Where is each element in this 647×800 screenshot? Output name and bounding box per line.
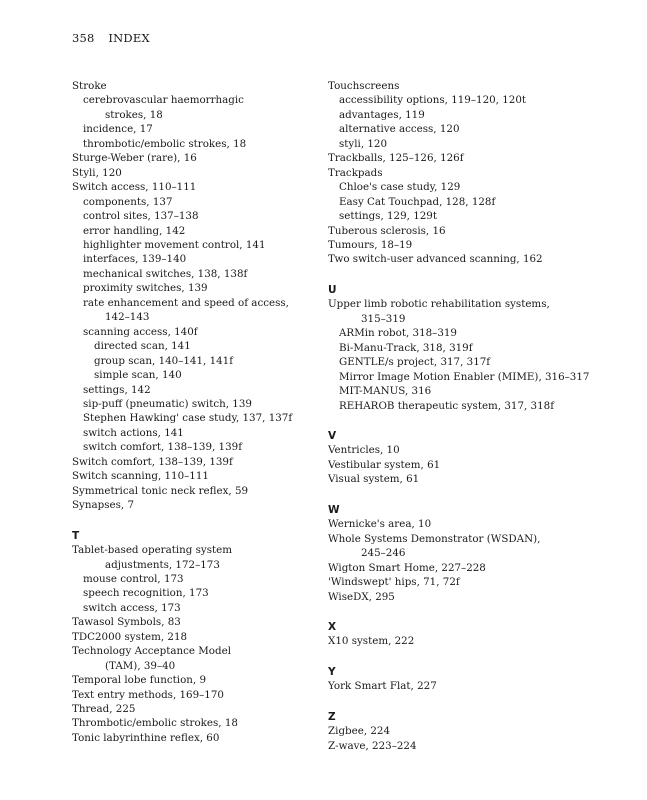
index-entry: Vestibular system, 61	[328, 458, 441, 471]
index-subentry: sip-puff (pneumatic) switch, 139	[83, 397, 252, 410]
index-subentry: directed scan, 141	[94, 340, 191, 353]
index-subentry: advantages, 119	[339, 108, 425, 121]
index-entry-continuation: 142–143	[105, 311, 150, 324]
index-entry: Z-wave, 223–224	[328, 739, 417, 752]
index-entry: Text entry methods, 169–170	[72, 688, 224, 701]
index-subentry: styli, 120	[339, 137, 388, 150]
index-subentry: alternative access, 120	[339, 123, 460, 136]
index-entry: Trackballs, 125–126, 126f	[328, 152, 464, 165]
index-subentry: scanning access, 140f	[83, 325, 198, 338]
section-letter: Y	[328, 665, 336, 678]
index-entry: Touchscreens	[328, 80, 400, 92]
section-letter: V	[328, 429, 337, 442]
index-entry: Switch access, 110–111	[72, 181, 197, 194]
index-subentry: switch comfort, 138–139, 139f	[83, 441, 243, 454]
index-subentry: speech recognition, 173	[83, 587, 209, 600]
index-entry: Zigbee, 224	[328, 725, 391, 738]
page-number: 358	[72, 31, 95, 45]
index-entry: 'Windswept' hips, 71, 72f	[328, 576, 460, 589]
index-entry-continuation: (TAM), 39–40	[105, 659, 176, 672]
index-entry: WiseDX, 295	[328, 590, 395, 603]
index-subentry: group scan, 140–141, 141f	[94, 354, 234, 367]
index-subentry: highlighter movement control, 141	[83, 238, 266, 251]
index-entry: Tumours, 18–19	[328, 238, 413, 251]
index-entry: Trackpads	[328, 166, 383, 179]
index-subentry: cerebrovascular haemorrhagic	[83, 94, 244, 107]
section-letter: U	[328, 283, 337, 296]
index-entry: Wernicke's area, 10	[328, 518, 432, 531]
index-entry: Thrombotic/embolic strokes, 18	[72, 717, 238, 730]
index-subentry: Mirror Image Motion Enabler (MIME), 316–317	[339, 370, 590, 383]
index-entry-continuation: 245–246	[361, 547, 406, 560]
page-header	[72, 31, 150, 45]
index-subentry: mouse control, 173	[83, 572, 184, 585]
index-entry: Upper limb robotic rehabilitation systems,	[328, 298, 550, 311]
index-subentry: MIT-MANUS, 316	[339, 385, 432, 398]
index-subentry: REHAROB therapeutic system, 317, 318f	[339, 399, 555, 412]
index-subentry: Chloe's case study, 129	[339, 181, 461, 194]
index-entry: Technology Acceptance Model	[72, 645, 231, 658]
index-entry: Tuberous sclerosis, 16	[328, 224, 446, 237]
index-subentry: GENTLE/s project, 317, 317f	[339, 356, 491, 369]
section-letter: X	[328, 620, 337, 633]
page-title: INDEX	[108, 31, 150, 45]
index-entry: Visual system, 61	[328, 473, 420, 486]
index-entry: Stroke	[72, 80, 107, 92]
index-entry: Whole Systems Demonstrator (WSDAN),	[328, 532, 541, 545]
index-subentry: ARMin robot, 318–319	[339, 327, 457, 340]
index-subentry: switch actions, 141	[83, 426, 184, 439]
section-letter: W	[328, 503, 340, 516]
index-entry: Synapses, 7	[72, 499, 134, 512]
index-subentry: mechanical switches, 138, 138f	[83, 267, 248, 280]
index-entry: Two switch-user advanced scanning, 162	[328, 253, 543, 266]
index-subentry: error handling, 142	[83, 224, 186, 237]
index-entry: Ventricles, 10	[328, 444, 400, 457]
index-subentry: Bi-Manu-Track, 318, 319f	[339, 341, 473, 354]
index-entry: York Smart Flat, 227	[328, 680, 437, 693]
section-letter: Z	[328, 710, 336, 723]
index-entry: Tonic labyrinthine reflex, 60	[72, 731, 220, 744]
index-entry-continuation: 315–319	[361, 312, 406, 325]
index-entry-continuation: strokes, 18	[105, 108, 163, 121]
index-entry: Symmetrical tonic neck reflex, 59	[72, 484, 249, 497]
index-entry: TDC2000 system, 218	[72, 630, 188, 643]
section-letter: T	[72, 529, 80, 542]
index-subentry: incidence, 17	[83, 123, 153, 136]
index-subentry: rate enhancement and speed of access,	[83, 296, 289, 309]
index-subentry: thrombotic/embolic strokes, 18	[83, 137, 247, 150]
index-entry: Wigton Smart Home, 227–228	[328, 561, 486, 574]
index-subentry: components, 137	[83, 195, 173, 208]
index-entry: Switch scanning, 110–111	[72, 470, 209, 483]
index-subentry: settings, 129, 129t	[339, 210, 437, 223]
index-entry: Sturge-Weber (rare), 16	[72, 152, 197, 165]
index-subentry: Stephen Hawking' case study, 137, 137f	[83, 412, 293, 425]
index-subentry: switch access, 173	[83, 601, 181, 614]
index-entry: Styli, 120	[72, 166, 122, 179]
index-column-left	[72, 79, 320, 745]
index-entry: Tawasol Symbols, 83	[72, 616, 181, 629]
index-column-right	[328, 79, 588, 753]
index-entry: Switch comfort, 138–139, 139f	[72, 455, 233, 468]
index-subentry: simple scan, 140	[94, 369, 182, 382]
index-entry: X10 system, 222	[328, 635, 415, 648]
index-entry: Temporal lobe function, 9	[72, 674, 206, 687]
index-subentry: Easy Cat Touchpad, 128, 128f	[339, 195, 496, 208]
index-subentry: proximity switches, 139	[83, 282, 208, 295]
index-subentry: control sites, 137–138	[83, 210, 199, 223]
index-subentry: interfaces, 139–140	[83, 253, 187, 266]
index-subentry: settings, 142	[83, 383, 151, 396]
index-subentry: accessibility options, 119–120, 120t	[339, 94, 527, 107]
index-entry-continuation: adjustments, 172–173	[105, 558, 220, 571]
index-entry: Thread, 225	[72, 703, 136, 716]
index-entry: Tablet-based operating system	[72, 544, 233, 557]
